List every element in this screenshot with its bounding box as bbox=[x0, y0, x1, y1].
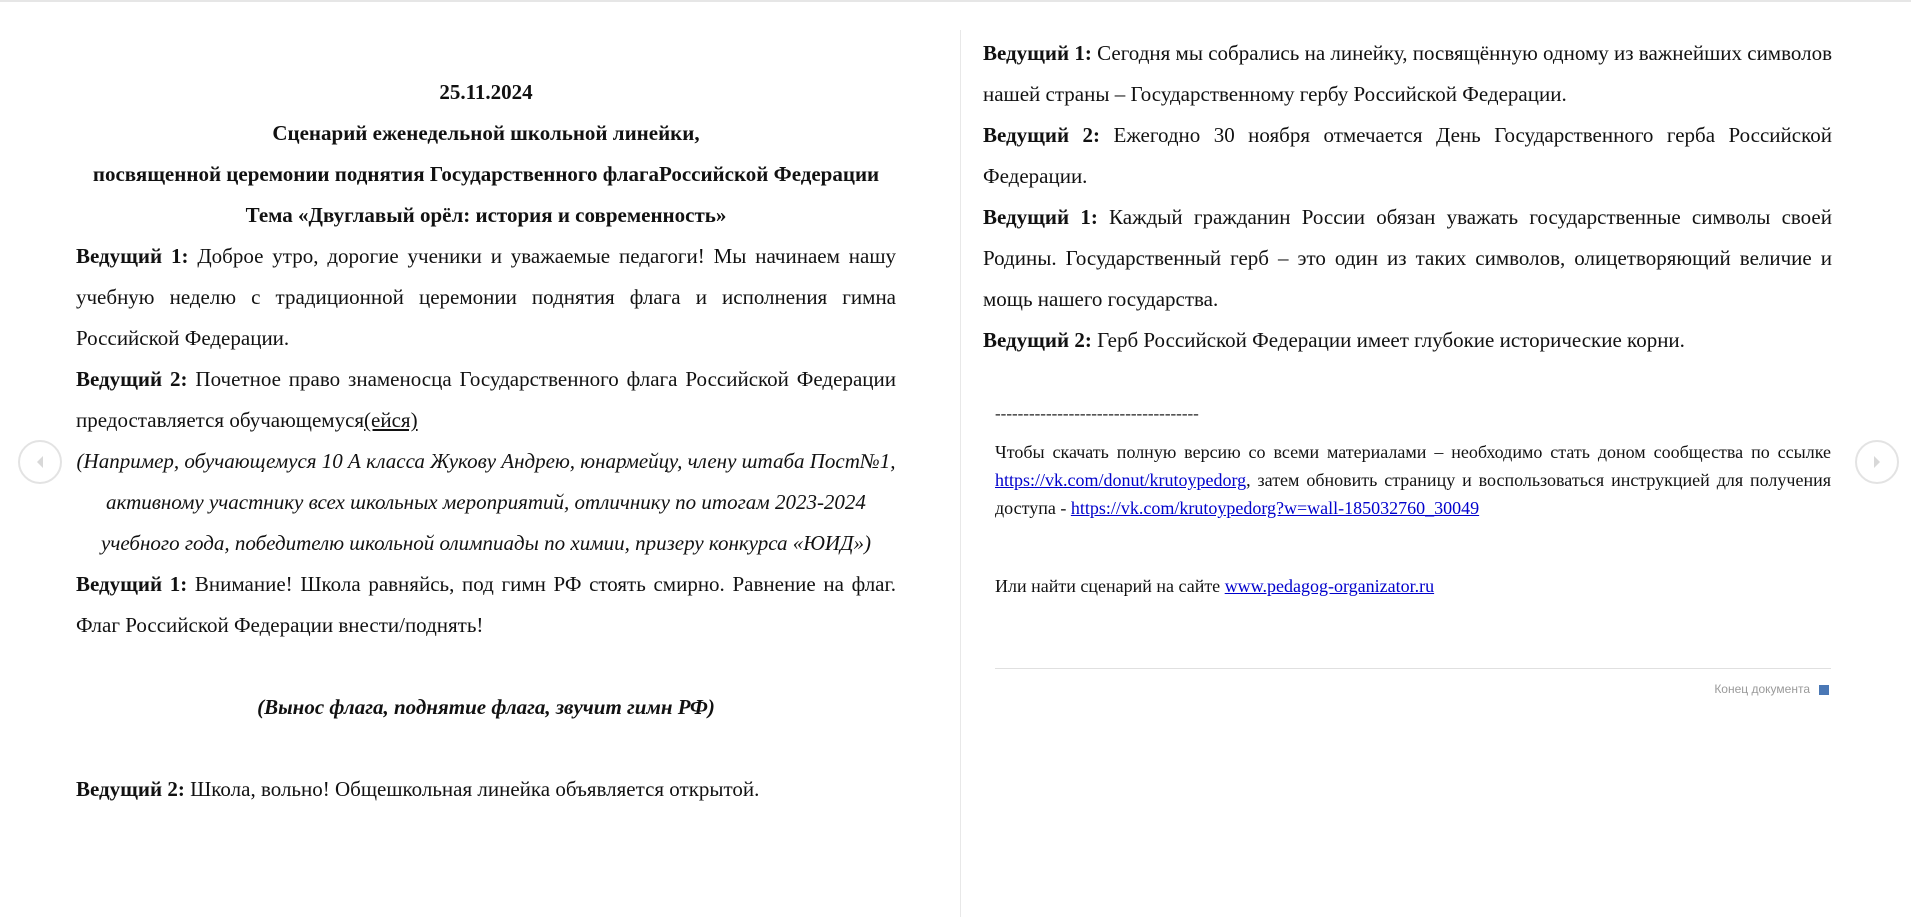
paragraph bbox=[76, 359, 896, 441]
left-page bbox=[76, 72, 896, 810]
speaker-label: Ведущий 1: bbox=[76, 244, 189, 268]
download-note bbox=[995, 400, 1831, 600]
speaker-label: Ведущий 2: bbox=[983, 328, 1092, 352]
speaker-label: Ведущий 1: bbox=[983, 41, 1092, 65]
paragraph bbox=[983, 320, 1832, 361]
chevron-right-icon bbox=[1869, 454, 1885, 470]
paragraph bbox=[76, 769, 896, 810]
page-divider bbox=[960, 30, 961, 917]
paragraph-text: Герб Российской Федерации имеет глубокие исторические корни. bbox=[1091, 328, 1685, 352]
paragraph bbox=[983, 115, 1832, 197]
right-page bbox=[983, 33, 1832, 361]
top-border bbox=[0, 0, 1911, 2]
donut-link[interactable]: https://vk.com/donut/krutoypedorg bbox=[995, 470, 1247, 490]
chevron-left-icon bbox=[32, 454, 48, 470]
paragraph-text: Сегодня мы собрались на линейку, посвящённую одному из важнейших символов нашей страны – Государственному гербу Российской Федерации. bbox=[983, 41, 1832, 106]
paragraph-text: Каждый гражданин России обязан уважать государственные символы своей Родины. Государственный герб – это один из таких символов, олицетворяющий величие и мощь нашего государства. bbox=[983, 205, 1832, 311]
paragraph bbox=[76, 564, 896, 646]
paragraph-text: Почетное право знаменосца Государственного флага Российской Федерации предоставляется обучающемуся bbox=[76, 367, 896, 432]
document-date: 25.11.2024 bbox=[439, 80, 533, 104]
paragraph bbox=[983, 197, 1832, 320]
separator-line: ------------------------------------ bbox=[995, 404, 1199, 423]
speaker-label: Ведущий 1: bbox=[76, 572, 188, 596]
paragraph bbox=[76, 236, 896, 359]
paragraph-suffix: (ейся) bbox=[364, 408, 418, 432]
end-of-document-marker bbox=[1819, 685, 1829, 695]
previous-page-button[interactable] bbox=[18, 440, 62, 484]
wall-post-link[interactable]: https://vk.com/krutoypedorg?w=wall-185032760_30049 bbox=[1070, 498, 1480, 518]
paragraph-text: Школа, вольно! Общешкольная линейка объявляется открытой. bbox=[184, 777, 760, 801]
example-note: (Например, обучающемуся 10 А класса Жукову Андрею, юнармейцу, члену штаба Пост№1, активному участнику всех школьных мероприятий, отличнику по итогам 2023-2024 учебного года, победителю школьной олимпиады по химии, призеру конкурса «ЮИД») bbox=[76, 449, 896, 555]
site-note: Или найти сценарий на сайте www.pedagog-organizator.ru bbox=[995, 576, 1435, 596]
stage-direction: (Вынос флага, поднятие флага, звучит гимн РФ) bbox=[257, 695, 715, 719]
download-instructions: Чтобы скачать полную версию со всеми материалами – необходимо стать доном сообщества по ссылке https://vk.com/donut/krutoypedorg, затем обновить страницу и воспользоваться инструкцией для получения доступа - https://vk.com/krutoypedorg?w=wall-185032760_30049 bbox=[995, 442, 1831, 518]
document-topic: Тема «Двуглавый орёл: история и современность» bbox=[245, 203, 727, 227]
paragraph bbox=[983, 33, 1832, 115]
next-page-button[interactable] bbox=[1855, 440, 1899, 484]
speaker-label: Ведущий 2: bbox=[76, 367, 188, 391]
document-title: Сценарий еженедельной школьной линейки, bbox=[272, 121, 700, 145]
footer-divider bbox=[995, 668, 1831, 669]
paragraph-text: Внимание! Школа равняйсь, под гимн РФ стоять смирно. Равнение на флаг. Флаг Российской Федерации внести/поднять! bbox=[76, 572, 896, 637]
site-link[interactable]: www.pedagog-organizator.ru bbox=[1224, 576, 1435, 596]
speaker-label: Ведущий 2: bbox=[983, 123, 1101, 147]
document-subtitle: посвященной церемонии поднятия Государственного флагаРоссийской Федерации bbox=[92, 162, 880, 186]
paragraph-text: Доброе утро, дорогие ученики и уважаемые педагоги! Мы начинаем нашу учебную неделю с традиционной церемонии поднятия флага и исполнения гимна Российской Федерации. bbox=[76, 244, 896, 350]
paragraph-text: Ежегодно 30 ноября отмечается День Государственного герба Российской Федерации. bbox=[983, 123, 1832, 188]
speaker-label: Ведущий 1: bbox=[983, 205, 1098, 229]
speaker-label: Ведущий 2: bbox=[76, 777, 185, 801]
end-of-document-label: Конец документа bbox=[1714, 682, 1810, 696]
